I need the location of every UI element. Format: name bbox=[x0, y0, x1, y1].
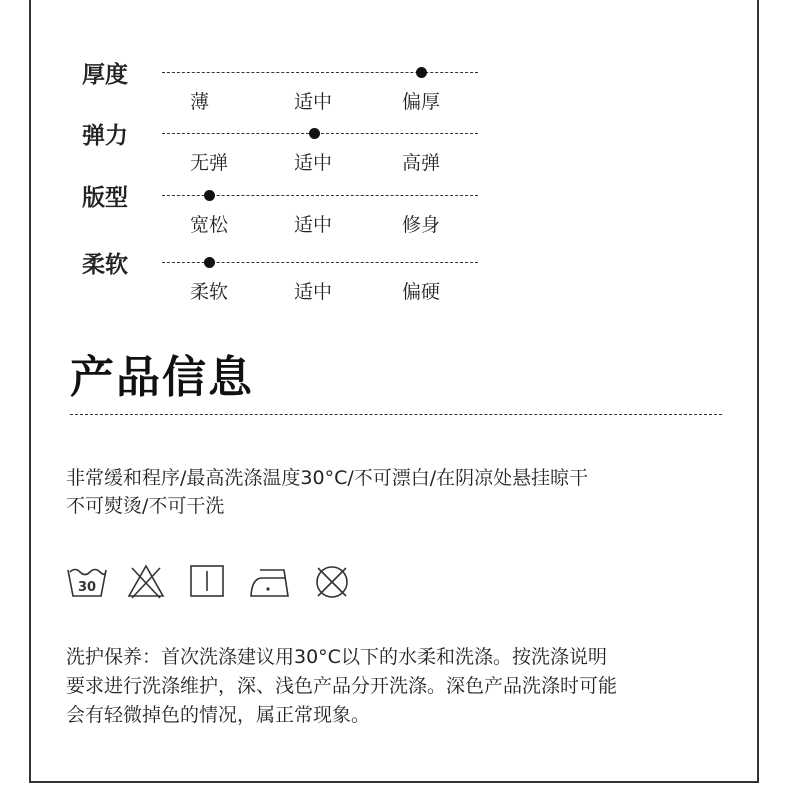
wash-30-icon bbox=[66, 562, 108, 600]
attr-name: 柔软 bbox=[82, 252, 128, 278]
hang-dry-icon bbox=[188, 562, 226, 600]
scale-label-low: 无弹 bbox=[190, 152, 229, 174]
scale-marker bbox=[204, 190, 215, 201]
scale-label-high: 修身 bbox=[402, 214, 441, 236]
scale-marker bbox=[416, 67, 427, 78]
scale-label-mid: 适中 bbox=[294, 214, 333, 236]
washing-line: 非常缓和程序/最高洗涤温度30°C/不可漂白/在阴凉处悬挂晾干 bbox=[66, 467, 589, 489]
attr-row-thickness bbox=[0, 60, 790, 113]
attr-row-softness bbox=[0, 250, 790, 303]
scale-label-mid: 适中 bbox=[294, 91, 333, 113]
no-bleach-icon bbox=[126, 562, 166, 600]
attr-name: 厚度 bbox=[82, 62, 128, 88]
section-title: 产品信息 bbox=[70, 352, 254, 403]
attr-row-elasticity bbox=[0, 121, 790, 174]
washing-line: 不可熨烫/不可干洗 bbox=[66, 495, 225, 517]
care-note-line: 洗护保养：首次洗涤建议用30°C以下的水柔和洗涤。按洗涤说明 bbox=[66, 646, 607, 668]
attr-name: 弹力 bbox=[82, 123, 128, 149]
scale-marker bbox=[309, 128, 320, 139]
scale-line bbox=[162, 133, 478, 134]
scale-label-high: 偏硬 bbox=[402, 281, 441, 303]
scale-label-low: 宽松 bbox=[190, 214, 229, 236]
title-divider bbox=[70, 414, 722, 415]
attr-row-fit bbox=[0, 183, 790, 236]
iron-low-icon bbox=[248, 562, 292, 600]
scale-label-low: 柔软 bbox=[190, 281, 229, 303]
scale-label-mid: 适中 bbox=[294, 281, 333, 303]
attr-name: 版型 bbox=[82, 185, 128, 211]
care-note bbox=[66, 643, 736, 730]
scale-line bbox=[162, 72, 478, 73]
scale-label-high: 高弹 bbox=[402, 152, 441, 174]
care-note-line: 会有轻微掉色的情况，属正常现象。 bbox=[66, 704, 371, 726]
care-icons bbox=[66, 562, 366, 602]
wash-temp-label: 30 bbox=[77, 580, 97, 595]
care-note-line: 要求进行洗涤维护，深、浅色产品分开洗涤。深色产品洗涤时可能 bbox=[66, 675, 618, 697]
no-dry-clean-icon bbox=[312, 562, 352, 602]
scale-label-high: 偏厚 bbox=[402, 91, 441, 113]
washing-instructions bbox=[66, 464, 736, 520]
scale-label-low: 薄 bbox=[190, 91, 210, 113]
scale-label-mid: 适中 bbox=[294, 152, 333, 174]
scale-marker bbox=[204, 257, 215, 268]
